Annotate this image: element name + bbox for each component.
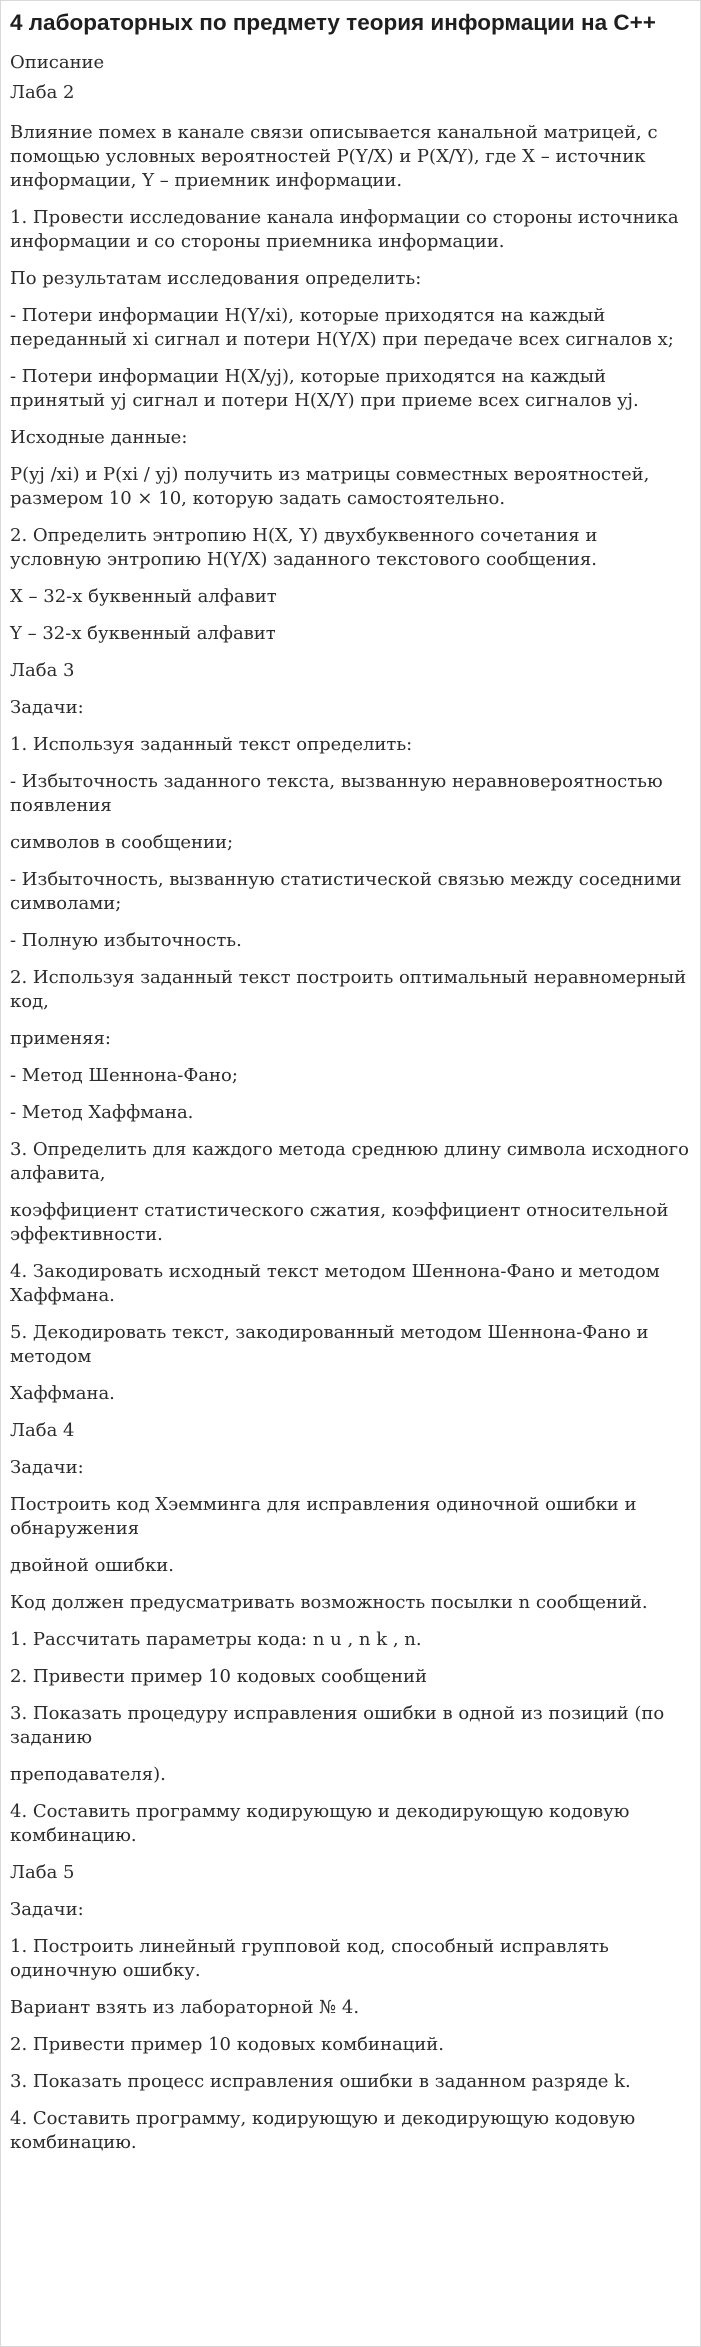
lab-heading: Лаба 2	[10, 82, 75, 103]
page-title: 4 лабораторных по предмету теория информации на C++	[10, 10, 656, 35]
paragraph: Лаба 5	[10, 1862, 75, 1883]
paragraph: 1. Рассчитать параметры кода: n u , n k , n.	[10, 1629, 422, 1650]
paragraph: 3. Показать процедуру исправления ошибки в одной из позиций (по заданию	[10, 1703, 665, 1748]
paragraph: применяя:	[10, 1028, 111, 1049]
paragraph: - Избыточность, вызванную статистической связью между соседними символами;	[10, 869, 682, 914]
paragraph: Исходные данные:	[10, 427, 188, 448]
paragraph: 5. Декодировать текст, закодированный методом Шеннона-Фано и методом	[10, 1322, 649, 1367]
paragraph: Задачи:	[10, 1457, 84, 1478]
paragraph: - Потери информации H(Y/xi), которые приходятся на каждый переданный xi сигнал и потери H(Y/X) при передаче всех сигналов x;	[10, 305, 674, 350]
paragraph: 1. Построить линейный групповой код, способный исправлять одиночную ошибку.	[10, 1936, 609, 1981]
paragraph: Построить код Хэемминга для исправления одиночной ошибки и обнаружения	[10, 1494, 637, 1539]
document-content	[10, 9, 690, 2168]
paragraph: коэффициент статистического сжатия, коэффициент относительной эффективности.	[10, 1200, 669, 1245]
paragraph: Вариант взять из лабораторной № 4.	[10, 1997, 360, 2018]
paragraph: 4. Закодировать исходный текст методом Шеннона-Фано и методом Хаффмана.	[10, 1261, 660, 1306]
paragraph: X – 32-х буквенный алфавит	[10, 586, 277, 607]
paragraph: 2. Привести пример 10 кодовых сообщений	[10, 1666, 428, 1687]
paragraph: Задачи:	[10, 1899, 84, 1920]
paragraph: Y – 32-х буквенный алфавит	[10, 623, 276, 644]
paragraph: Код должен предусматривать возможность посылки n сообщений.	[10, 1592, 648, 1613]
description-label: Описание	[10, 52, 105, 73]
paragraph: - Метод Шеннона-Фано;	[10, 1065, 238, 1086]
paragraph: Хаффмана.	[10, 1383, 115, 1404]
paragraph: двойной ошибки.	[10, 1555, 174, 1576]
paragraph: Задачи:	[10, 697, 84, 718]
paragraph: - Метод Хаффмана.	[10, 1102, 194, 1123]
paragraph: 3. Показать процесс исправления ошибки в заданном разряде k.	[10, 2071, 631, 2092]
paragraph: Влияние помех в канале связи описывается канальной матрицей, с помощью условных вероятностей P(Y/X) и P(X/Y), где X – источник информации, Y – приемник информации.	[10, 122, 658, 191]
paragraph: 4. Составить программу кодирующую и декодирующую кодовую комбинацию.	[10, 1801, 630, 1846]
paragraph: 2. Привести пример 10 кодовых комбинаций.	[10, 2034, 444, 2055]
paragraph: - Полную избыточность.	[10, 930, 242, 951]
paragraph: 1. Провести исследование канала информации со стороны источника информации и со стороны приемника информации.	[10, 207, 679, 252]
paragraph: - Потери информации H(X/yj), которые приходятся на каждый принятый yj сигнал и потери H(X/Y) при приеме всех сигналов yj.	[10, 366, 639, 411]
paragraph: 2. Используя заданный текст построить оптимальный неравномерный код,	[10, 967, 687, 1012]
paragraph: 3. Определить для каждого метода среднюю длину символа исходного алфавита,	[10, 1139, 689, 1184]
paragraph: символов в сообщении;	[10, 832, 234, 853]
paragraph: P(yj /xi) и P(xi / yj) получить из матрицы совместных вероятностей, размером 10 × 10, которую задать самостоятельно.	[10, 464, 650, 509]
paragraph: - Избыточность заданного текста, вызванную неравновероятностью появления	[10, 771, 663, 816]
description-body	[10, 81, 690, 2155]
paragraph: По результатам исследования определить:	[10, 268, 422, 289]
paragraph: 4. Составить программу, кодирующую и декодирующую кодовую комбинацию.	[10, 2108, 636, 2153]
paragraph: 1. Используя заданный текст определить:	[10, 734, 413, 755]
paragraph: Лаба 4	[10, 1420, 75, 1441]
paragraph: 2. Определить энтропию H(X, Y) двухбуквенного сочетания и условную энтропию H(Y/X) заданного текстового сообщения.	[10, 525, 598, 570]
paragraph: преподавателя).	[10, 1764, 166, 1785]
paragraph: Лаба 3	[10, 660, 75, 681]
